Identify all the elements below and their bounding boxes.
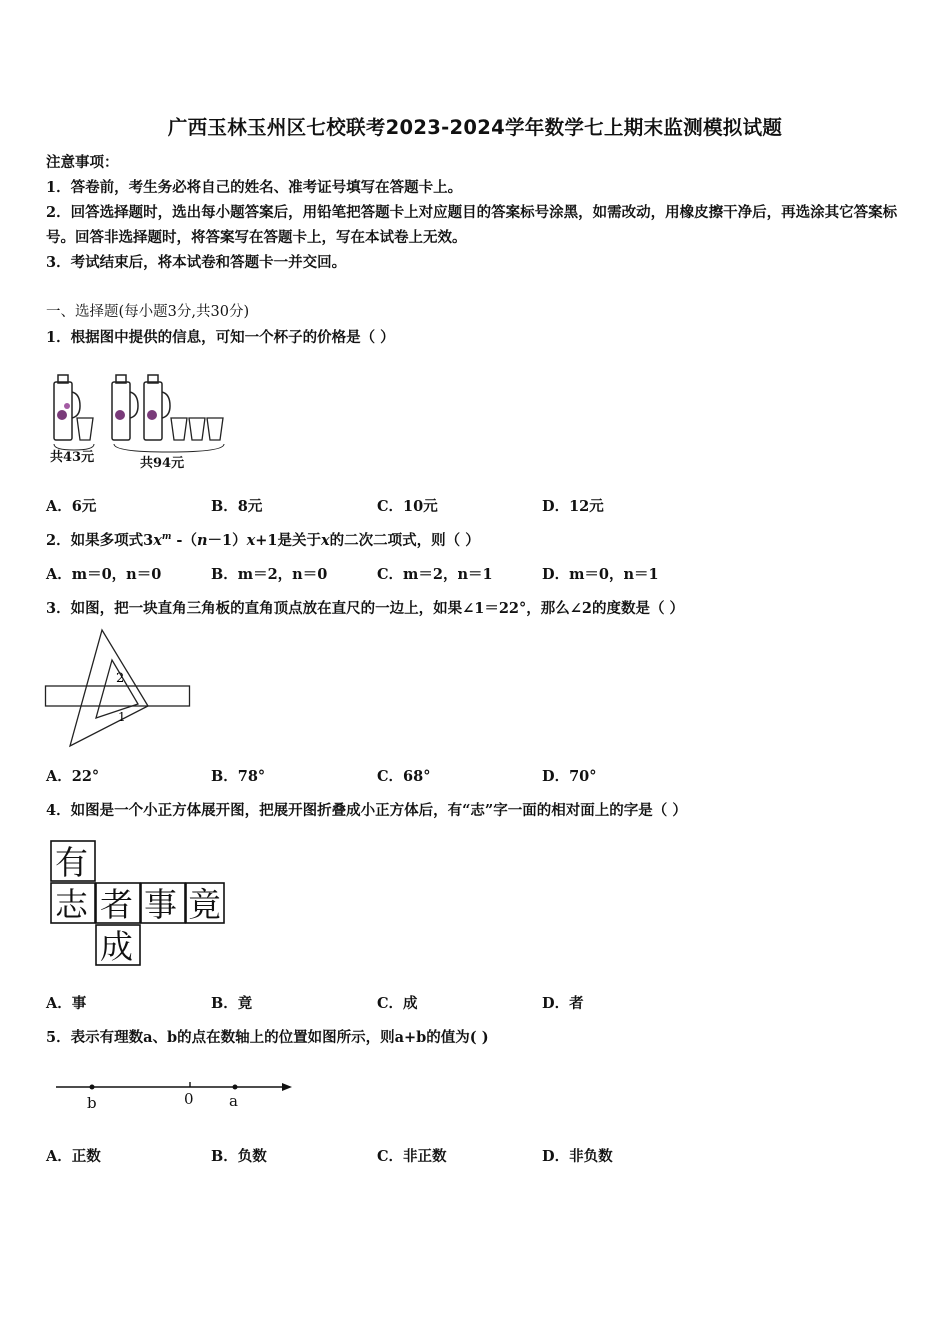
- option-d[interactable]: D．m＝0，n＝1: [542, 566, 659, 583]
- q2-var: x: [153, 532, 162, 549]
- notice-heading: 注意事项：: [46, 154, 119, 171]
- notice-item: 3．考试结束后，将本试卷和答题卡一并交回。: [46, 254, 347, 271]
- q3-figure: [44, 626, 194, 750]
- option-a[interactable]: A．6元: [46, 498, 97, 515]
- q2-text: 的二次二项式，则（ ）: [329, 532, 480, 549]
- notice-item: 1．答卷前，考生务必将自己的姓名、准考证号填写在答题卡上。: [46, 179, 463, 196]
- option-b[interactable]: B．8元: [211, 498, 263, 515]
- q2-text: －1）: [207, 532, 247, 549]
- option-b[interactable]: B．竟: [211, 995, 253, 1012]
- q2-var: x: [246, 532, 256, 549]
- option-d[interactable]: D．12元: [542, 498, 604, 515]
- cup-icon: [171, 418, 223, 440]
- q2-var: n: [196, 532, 208, 549]
- cube-net: [48, 838, 228, 970]
- net-face: 者: [100, 885, 133, 924]
- net-face: 成: [100, 927, 133, 966]
- triangle-inner: [96, 660, 138, 718]
- option-b[interactable]: B．m＝2，n＝0: [211, 566, 328, 583]
- option-c[interactable]: C．非正数: [377, 1148, 447, 1165]
- label-a: a: [229, 1092, 238, 1110]
- notice-item: 2．回答选择题时，选出每小题答案后，用铅笔把答题卡上对应题目的答案标号涂黑，如需改动，用橡皮擦干净后，再选涂其它答案标号。回答非选择题时，将答案写在答题卡上，写在本试卷上无效。: [46, 204, 898, 246]
- net-face: 竟: [188, 885, 221, 924]
- option-c[interactable]: C．m＝2，n＝1: [377, 566, 493, 583]
- option-c[interactable]: C．成: [377, 995, 418, 1012]
- option-b[interactable]: B．78°: [211, 768, 266, 785]
- option-b[interactable]: B．负数: [211, 1148, 267, 1165]
- q2-sup: m: [161, 532, 172, 543]
- q1-label-left: 共43元: [50, 450, 95, 465]
- option-a[interactable]: A．事: [46, 995, 87, 1012]
- option-a[interactable]: A．22°: [46, 768, 100, 785]
- q2-text: -（: [171, 532, 197, 549]
- question-4: 4．如图是一个小正方体展开图，把展开图折叠成小正方体后，有“志”字一面的相对面上的字是（ ）: [46, 802, 687, 819]
- angle-1-label: 1: [118, 710, 126, 724]
- net-face: 志: [55, 885, 88, 924]
- question-2: [46, 529, 480, 550]
- page-title: 广西玉林玉州区七校联考2023-2024学年数学七上期末监测模拟试题: [167, 116, 783, 139]
- cup-icon: [77, 418, 93, 440]
- option-d[interactable]: D．非负数: [542, 1148, 613, 1165]
- question-3: 3．如图，把一块直角三角板的直角顶点放在直尺的一边上，如果∠1＝22°，那么∠2的度数是（ ）: [46, 600, 685, 617]
- angle-2-label: 2: [116, 671, 125, 686]
- option-a[interactable]: A．m＝0，n＝0: [46, 566, 162, 583]
- section-heading: 一、选择题(每小题3分,共30分): [46, 304, 250, 320]
- option-c[interactable]: C．68°: [377, 768, 431, 785]
- point-b: [90, 1085, 95, 1090]
- arrow-icon: [282, 1083, 292, 1091]
- q2-text: +1是关于: [255, 532, 321, 549]
- question-1: 1．根据图中提供的信息，可知一个杯子的价格是（ ）: [46, 329, 395, 346]
- number-line: [50, 1076, 300, 1116]
- option-a[interactable]: A．正数: [46, 1148, 101, 1165]
- label-b: b: [87, 1094, 97, 1112]
- question-5: 5．表示有理数a、b的点在数轴上的位置如图所示，则a+b的值为( ): [46, 1029, 489, 1046]
- q1-label-right: 共94元: [140, 456, 185, 471]
- thermos-icon: [144, 375, 170, 440]
- triangle-outer: [70, 630, 148, 746]
- net-face: 有: [55, 843, 88, 882]
- q2-var: x: [321, 532, 330, 549]
- thermos-icon: [112, 375, 138, 440]
- brace: [114, 444, 224, 452]
- point-a: [233, 1085, 238, 1090]
- ruler: [46, 686, 190, 706]
- option-c[interactable]: C．10元: [377, 498, 438, 515]
- option-d[interactable]: D．70°: [542, 768, 597, 785]
- notice: [46, 150, 904, 275]
- q2-text: 2．如果多项式3: [46, 532, 154, 549]
- flower-decor: [57, 410, 67, 420]
- net-face: 事: [144, 885, 177, 924]
- label-0: 0: [184, 1090, 194, 1108]
- option-d[interactable]: D．者: [542, 995, 584, 1012]
